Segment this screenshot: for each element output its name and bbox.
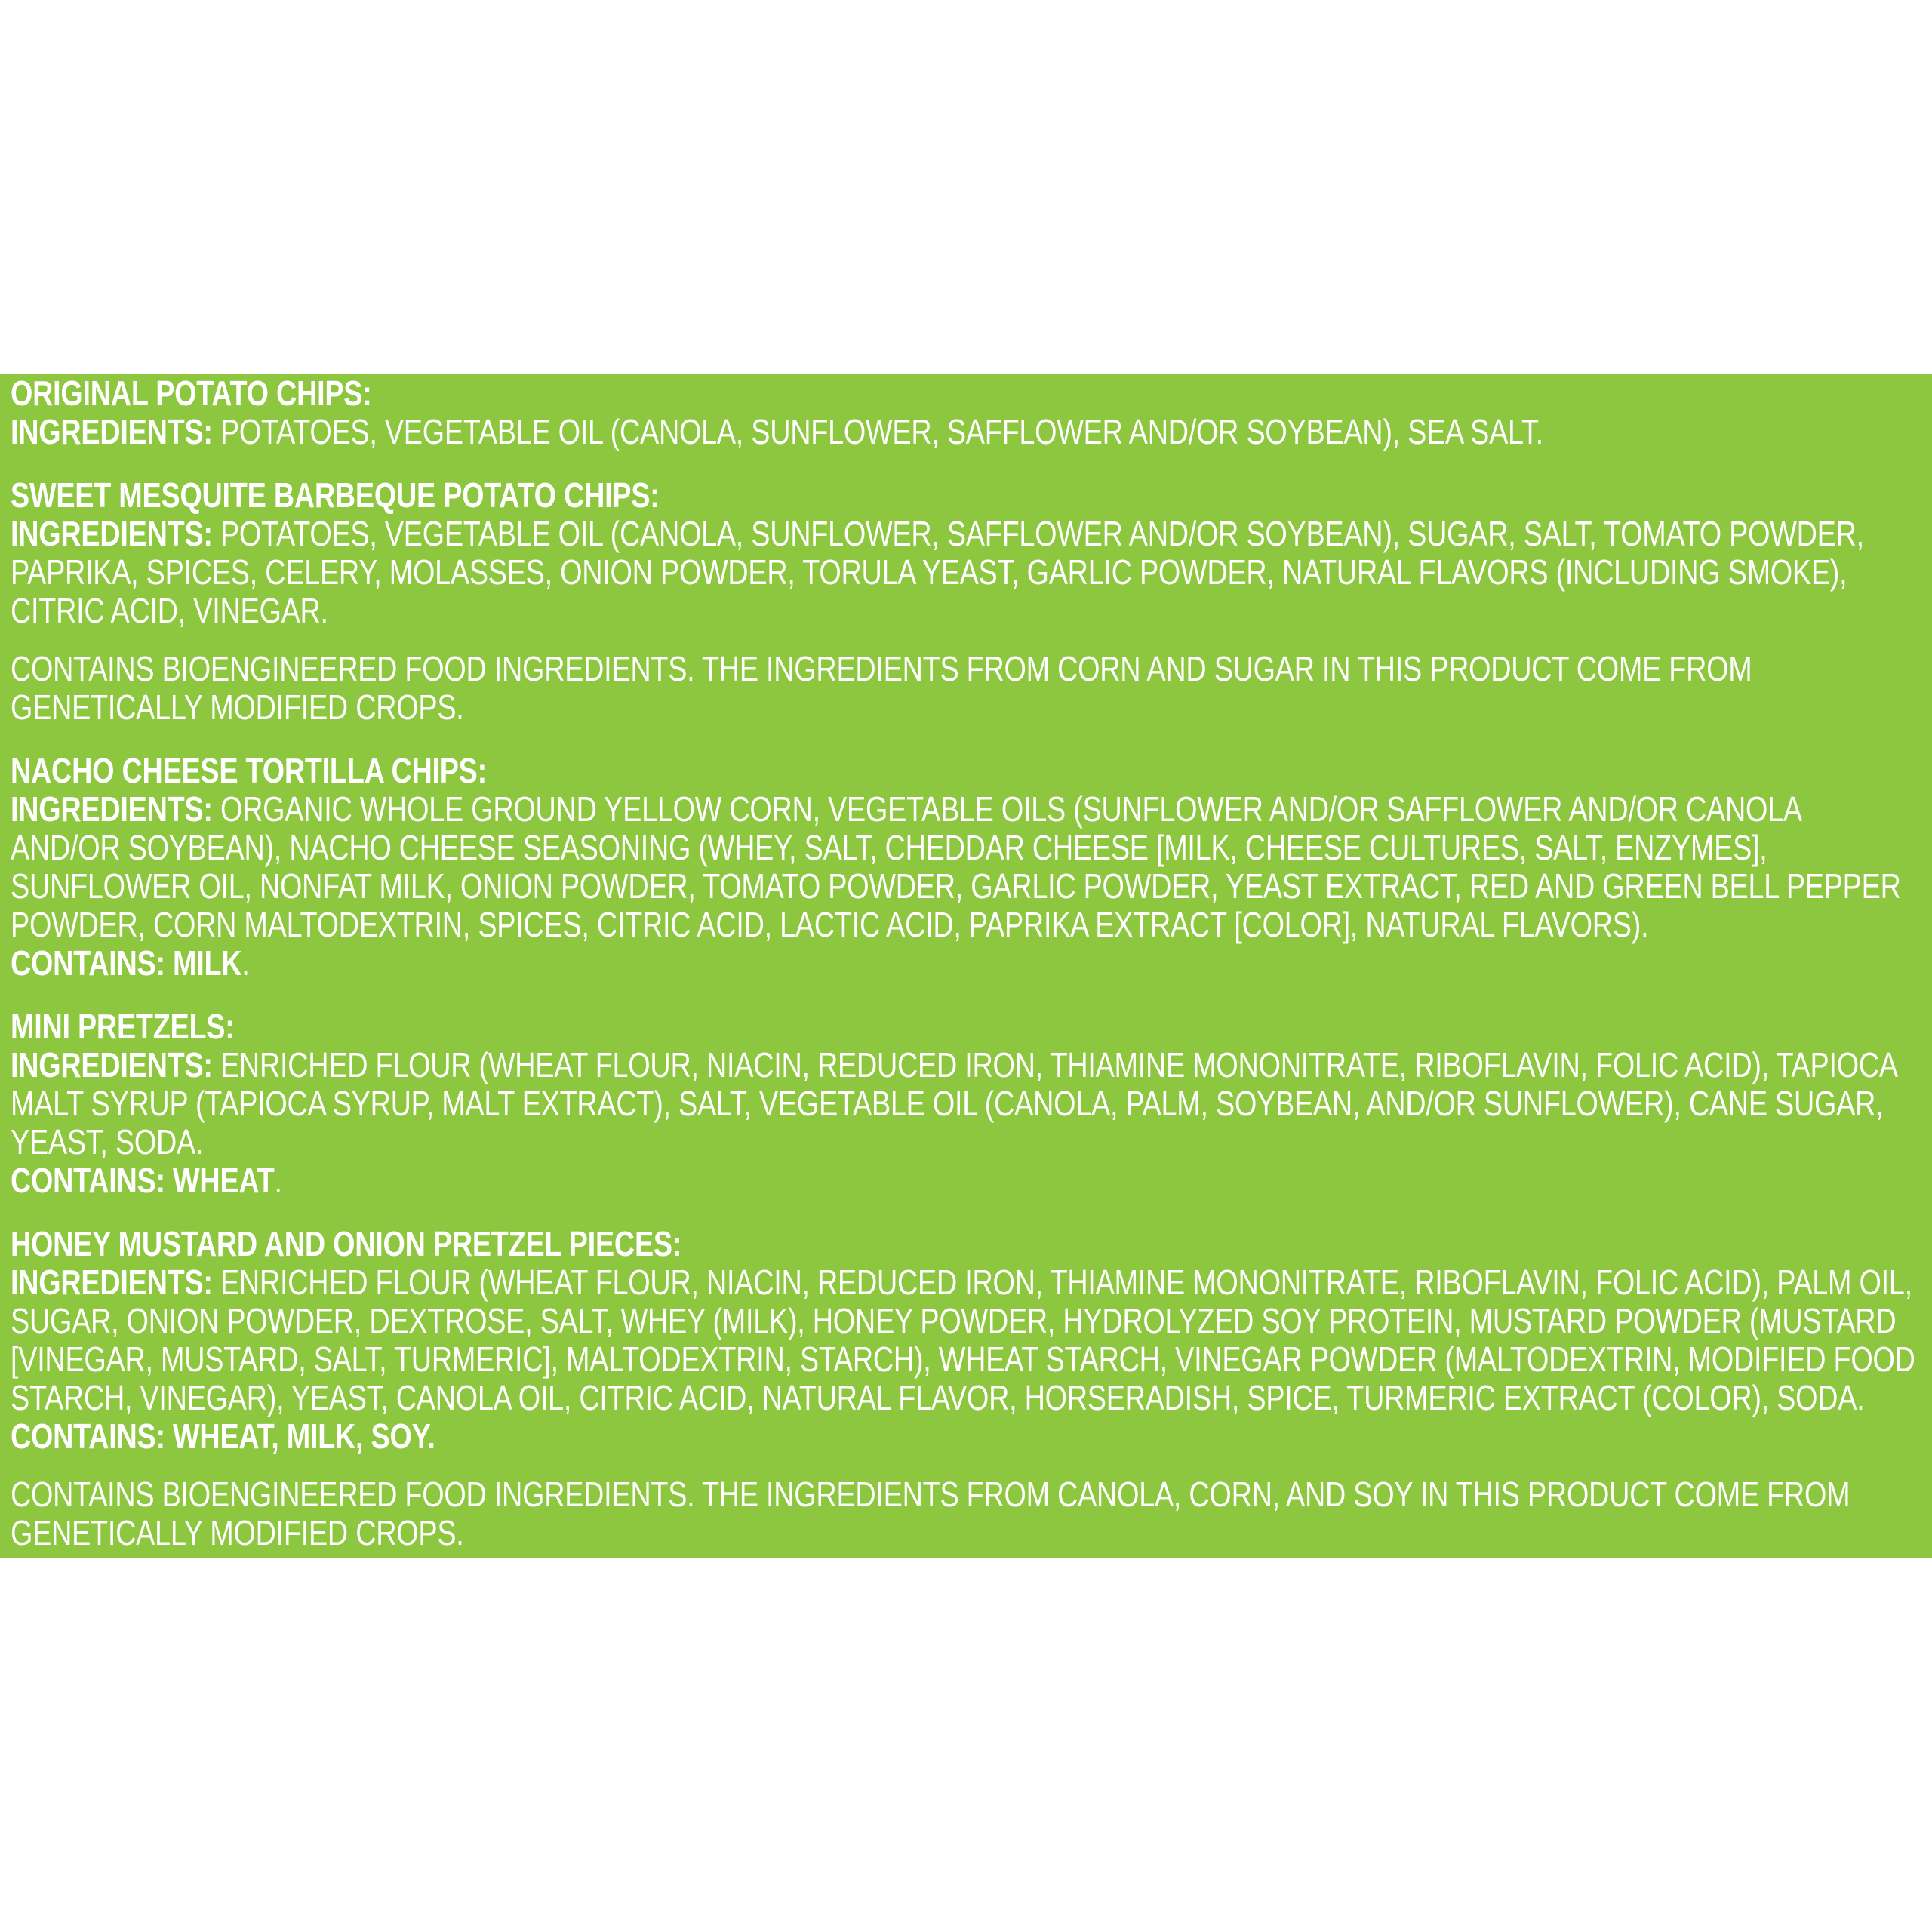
ingredient-section (11, 476, 1919, 630)
bold-lead-in: INGREDIENTS: (11, 789, 213, 829)
ingredient-line: CONTAINS: WHEAT. (11, 1161, 282, 1200)
section-heading: ORIGINAL POTATO CHIPS: (11, 374, 372, 413)
ingredient-line: PAPRIKA, SPICES, CELERY, MOLASSES, ONION POWDER, TORULA YEAST, GARLIC POWDER, NATURAL FLAVORS (INCLUDING SMOKE), (11, 552, 1847, 592)
ingredient-line: POWDER, CORN MALTODEXTRIN, SPICES, CITRIC ACID, LACTIC ACID, PAPRIKA EXTRACT [COLOR], NATURAL FLAVORS). (11, 905, 1649, 944)
bold-lead-in: CONTAINS: MILK (11, 943, 242, 983)
label-sections (11, 374, 1919, 1552)
bold-lead-in: INGREDIENTS: (11, 514, 213, 553)
ingredient-line: AND/OR SOYBEAN), NACHO CHEESE SEASONING (WHEY, SALT, CHEDDAR CHEESE [MILK, CHEESE CULTURES, SALT, ENZYMES], (11, 828, 1767, 867)
bold-lead-in: INGREDIENTS: (11, 1045, 213, 1084)
ingredient-line: CONTAINS: MILK. (11, 943, 250, 983)
section-heading: HONEY MUSTARD AND ONION PRETZEL PIECES: (11, 1224, 682, 1263)
ingredient-line: CITRIC ACID, VINEGAR. (11, 591, 328, 630)
ingredient-line: SUNFLOWER OIL, NONFAT MILK, ONION POWDER, TOMATO POWDER, GARLIC POWDER, YEAST EXTRACT, RED AND GREEN BELL PEPPER (11, 866, 1901, 906)
ingredient-line: GENETICALLY MODIFIED CROPS. (11, 1513, 464, 1552)
bold-lead-in: CONTAINS: WHEAT (11, 1161, 275, 1200)
ingredient-section (11, 1225, 1919, 1456)
ingredient-line: CONTAINS BIOENGINEERED FOOD INGREDIENTS. THE INGREDIENTS FROM CANOLA, CORN, AND SOY IN THIS PRODUCT COME FROM (11, 1475, 1850, 1514)
ingredient-line: MALT SYRUP (TAPIOCA SYRUP, MALT EXTRACT), SALT, VEGETABLE OIL (CANOLA, PALM, SOYBEAN, AND/OR SUNFLOWER), CANE SUGAR, (11, 1084, 1884, 1123)
ingredient-line: INGREDIENTS: ENRICHED FLOUR (WHEAT FLOUR, NIACIN, REDUCED IRON, THIAMINE MONONITRATE, RIBOFLAVIN, FOLIC ACID), TAPIOCA (11, 1045, 1898, 1084)
bioengineered-note (11, 650, 1919, 727)
ingredient-label-panel (0, 374, 1932, 1558)
ingredient-line: CONTAINS BIOENGINEERED FOOD INGREDIENTS. THE INGREDIENTS FROM CORN AND SUGAR IN THIS PRODUCT COME FROM (11, 649, 1752, 688)
section-heading: NACHO CHEESE TORTILLA CHIPS: (11, 751, 487, 790)
ingredient-line: STARCH, VINEGAR), YEAST, CANOLA OIL, CITRIC ACID, NATURAL FLAVOR, HORSERADISH, SPICE, TURMERIC EXTRACT (COLOR), SODA. (11, 1378, 1865, 1417)
ingredient-line: SUGAR, ONION POWDER, DEXTROSE, SALT, WHEY (MILK), HONEY POWDER, HYDROLYZED SOY PROTEIN, MUSTARD POWDER (MUSTARD (11, 1301, 1897, 1340)
ingredient-line: INGREDIENTS: ENRICHED FLOUR (WHEAT FLOUR, NIACIN, REDUCED IRON, THIAMINE MONONITRATE, RIBOFLAVIN, FOLIC ACID), PALM OIL, (11, 1263, 1912, 1302)
ingredient-section (11, 752, 1919, 983)
bioengineered-note (11, 1475, 1919, 1552)
ingredient-section (11, 1008, 1919, 1200)
ingredient-section (11, 374, 1919, 451)
ingredient-line: INGREDIENTS: POTATOES, VEGETABLE OIL (CANOLA, SUNFLOWER, SAFFLOWER AND/OR SOYBEAN), SUGAR, SALT, TOMATO POWDER, (11, 514, 1864, 553)
ingredient-line: YEAST, SODA. (11, 1122, 204, 1161)
ingredient-line: GENETICALLY MODIFIED CROPS. (11, 688, 464, 727)
ingredient-line (11, 1417, 1919, 1456)
ingredient-line: [VINEGAR, MUSTARD, SALT, TURMERIC], MALTODEXTRIN, STARCH), WHEAT STARCH, VINEGAR POWDER (MALTODEXTRIN, MODIFIED FOOD (11, 1340, 1915, 1379)
ingredient-line: INGREDIENTS: POTATOES, VEGETABLE OIL (CANOLA, SUNFLOWER, SAFFLOWER AND/OR SOYBEAN), SEA SALT. (11, 412, 1543, 451)
section-heading: MINI PRETZELS: (11, 1007, 235, 1046)
bold-lead-in: INGREDIENTS: (11, 1263, 213, 1302)
bold-lead-in: INGREDIENTS: (11, 412, 213, 451)
section-heading: SWEET MESQUITE BARBEQUE POTATO CHIPS: (11, 475, 660, 515)
ingredient-line: INGREDIENTS: ORGANIC WHOLE GROUND YELLOW CORN, VEGETABLE OILS (SUNFLOWER AND/OR SAFFLOWER AND/OR CANOLA (11, 789, 1802, 829)
bold-lead-in: CONTAINS: WHEAT, MILK, SOY. (11, 1417, 435, 1456)
